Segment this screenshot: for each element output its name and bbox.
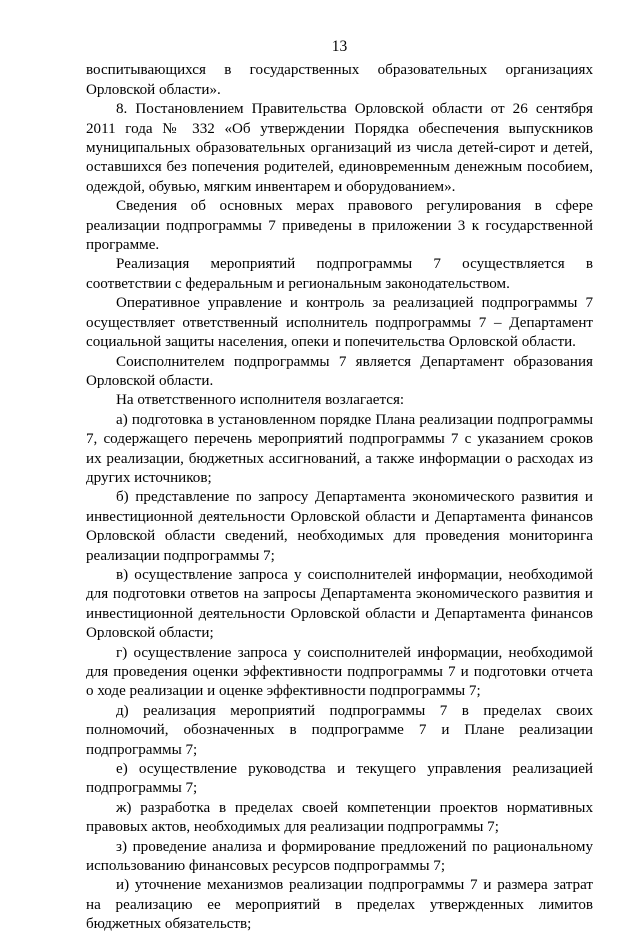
list-item: з) проведение анализа и формирование предложений по рациональному использованию финансовых ресурсов подпрограммы 7; — [86, 838, 593, 875]
paragraph: Соисполнителем подпрограммы 7 является Департамент образования Орловской области. — [86, 353, 593, 389]
paragraph: воспитывающихся в государственных образовательных организациях Орловской области». — [86, 62, 593, 98]
paragraph: Сведения об основных мерах правового регулирования в сфере реализации подпрограммы 7 приведены в приложении 3 к государственной программе. — [86, 198, 593, 254]
list-item: д) реализация мероприятий подпрограммы 7 в пределах своих полномочий, обозначенных в подпрограмме 7 и Плане реализации подпрограммы 7; — [86, 702, 593, 758]
list-item: г) осуществление запроса у соисполнителей информации, необходимой для проведения оценки эффективности подпрограммы 7 и подготовки отчета о ходе реализации и оценке эффективности подпрограммы 7; — [86, 644, 593, 700]
paragraph: Реализация мероприятий подпрограммы 7 осуществляется в соответствии с федеральным и региональным законодательством. — [86, 256, 593, 292]
paragraph: Оперативное управление и контроль за реализацией подпрограммы 7 осуществляет ответственный исполнитель подпрограммы 7 – Департамент социальной защиты населения, опеки и попечительства Орловской области. — [86, 295, 593, 351]
list-item: б) представление по запросу Департамента экономического развития и инвестиционной деятельности Орловской области и Департамента финансов Орловской области сведений, необходимых для проведения мониторинга реализации подпрограммы 7; — [86, 489, 593, 564]
paragraph: 8. Постановлением Правительства Орловской области от 26 сентября 2011 года № 332 «Об утверждении Порядка обеспечения выпускников муниципальных образовательных организаций из числа детей-сирот и детей, оставшихся без попечения родителей, единовременным денежным пособием, одеждой, обувью, мягким инвентарем и оборудованием». — [86, 101, 593, 195]
paragraph: На ответственного исполнителя возлагается: — [116, 392, 405, 409]
list-item: и) уточнение механизмов реализации подпрограммы 7 и размера затрат на реализацию ее мероприятий в пределах утвержденных лимитов бюджетных обязательств; — [86, 877, 593, 933]
page-number: 13 — [331, 38, 348, 55]
list-item: а) подготовка в установленном порядке Плана реализации подпрограммы 7, содержащего перечень мероприятий подпрограммы 7 с указанием сроков их реализации, бюджетных ассигнований, а также информации о расходах из других источников; — [86, 411, 593, 486]
list-item: в) осуществление запроса у соисполнителей информации, необходимой для подготовки ответов на запросы Департамента экономического развития и инвестиционной деятельности Орловской области и Департамента финансов Орловской области; — [86, 566, 593, 642]
list-item: е) осуществление руководства и текущего управления реализацией подпрограммы 7; — [86, 761, 593, 797]
list-item: ж) разработка в пределах своей компетенции проектов нормативных правовых актов, необходимых для реализации подпрограммы 7; — [86, 799, 593, 836]
